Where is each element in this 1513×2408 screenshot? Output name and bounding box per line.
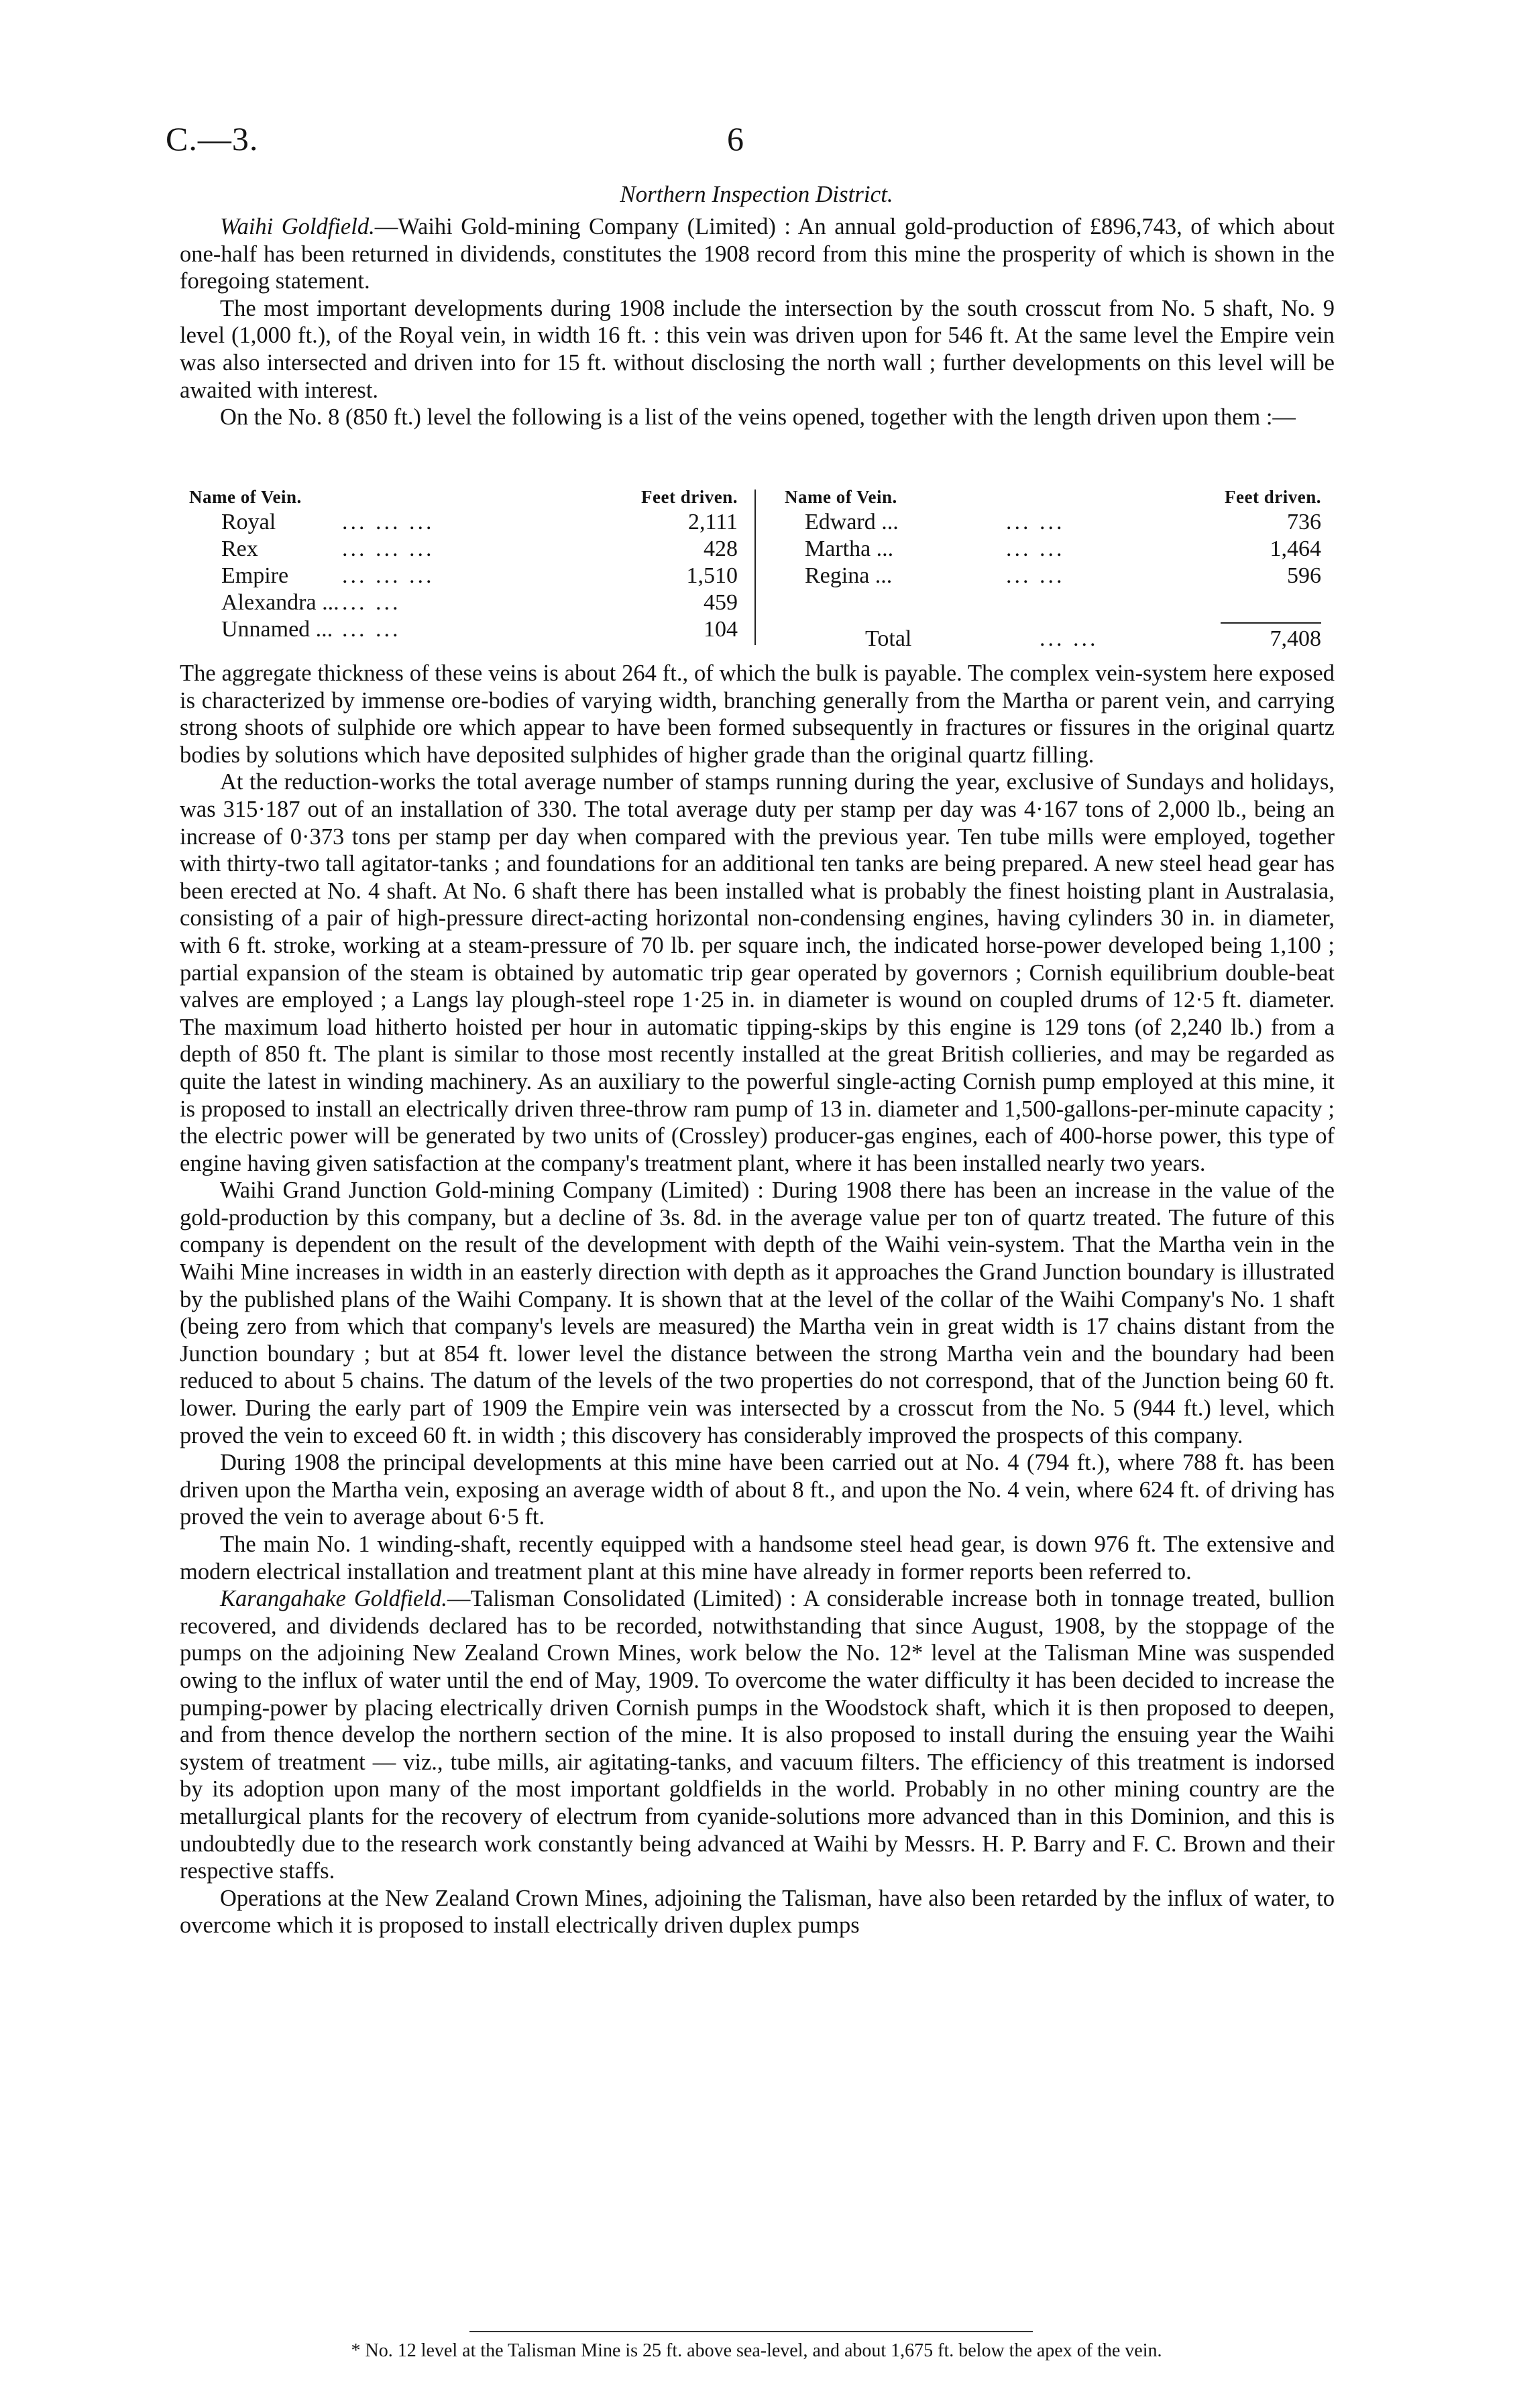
total-label: Total [865,626,912,651]
body-text-bottom [180,660,1335,1939]
vein-row [181,563,738,590]
paragraph [180,404,1335,431]
leader-dots: ... ... [1006,563,1065,588]
paragraph-text: During 1908 the principal developments at this mine have been carried out at No. 4 (794 ft.), where 788 ft. has been driven upon the Martha vein, exposing an average width of about 8 ft., and upon the No. 4 vein, where 624 ft. of driving has proved the vein to average about 6·5 ft. [180,1450,1335,1530]
body-text-top [180,213,1335,431]
header-feet-driven-right: Feet driven. [1225,487,1321,507]
footnote: * No. 12 level at the Talisman Mine is 25 ft. above sea-level, and about 1,675 ft. below the apex of the vein. [351,2340,1162,2361]
leader-dots: ... ... [1006,510,1065,534]
paragraph-lead: Waihi Goldfield. [220,214,375,239]
total-row [785,626,1321,653]
paragraph [180,295,1335,404]
paragraph-text: The most important developments during 1908 include the intersection by the south crosscut from No. 5 shaft, No. 9 level (1,000 ft.), of the Royal vein, in width 16 ft. : this vein was driven upon for 546 ft. At the same level the Empire vein was also intersected and driven into for 15 ft. without disclosing the north wall ; further developments on this level will be awaited with interest. [180,295,1335,403]
section-title: Northern Inspection District. [620,181,893,207]
vein-row [785,563,1321,590]
feet-driven: 428 [704,536,738,561]
vein-name: Royal [221,510,276,534]
paragraph [180,1177,1335,1449]
leader-dots: ... ... [342,590,401,615]
leader-dots: ... ... ... [342,563,435,588]
feet-driven: 2,111 [688,510,738,534]
vein-row [785,536,1321,563]
table-divider [754,490,756,645]
vein-name: Rex [221,536,258,561]
report-code: C.—3. [166,120,259,158]
feet-driven: 596 [1287,563,1321,588]
paragraph [180,1531,1335,1585]
vein-name: Edward ... [805,510,899,534]
vein-row [181,510,738,536]
paragraph-text: The aggregate thickness of these veins is about 264 ft., of which the bulk is payable. The complex vein-system here exposed is characterized by immense ore-bodies of varying width, branching generally from the Martha or parent vein, and carrying strong shoots of sulphide ore which appear to have been formed subsequently in fractures or fissures in the original quartz bodies by solutions which have deposited sulphides of higher grade than the original quartz filling. [180,661,1335,768]
paragraph-text: The main No. 1 winding-shaft, recently equipped with a handsome steel head gear, is down 976 ft. The extensive and modern electrical installation and treatment plant at this mine have already in former reports been referred to. [180,1532,1335,1585]
paragraph [180,768,1335,1177]
paragraph-lead: Karangahake Goldfield. [220,1586,447,1612]
paragraph-text: At the reduction-works the total average number of stamps running during the year, exclusive of Sundays and holidays, was 315·187 out of an installation of 330. The total average duty per stamp per day was 4·167 tons of 2,000 lb., being an increase of 0·373 tons per stamp per day when compared with the previous year. Ten tube mills were employed, together with thirty-two tall agitator-tanks ; and foundations for an additional ten tanks are being prepared. A new steel head gear has been erected at No. 4 shaft. At No. 6 shaft there has been installed what is probably the finest hoisting plant in Australasia, consisting of a pair of high-pressure direct-acting horizontal non-condensing engines, having cylinders 30 in. in diameter, with 6 ft. stroke, working at a steam-pressure of 70 lb. per square inch, the indicated horse-power developed being 1,100 ; partial expansion of the steam is obtained by automatic trip gear operated by governors ; Cornish equilibrium double-beat valves are employed ; a Langs lay plough-steel rope 1·25 in. in diameter is wound on coupled drums of 12·5 ft. diameter. The maximum load hitherto hoisted per hour in automatic tipping-skips by this engine is 129 tons (of 2,240 lb.) from a depth of 850 ft. The plant is similar to those most recently installed at the great British collieries, and may be regarded as quite the latest in winding machinery. As an auxiliary to the powerful single-acting Cornish pump employed at this mine, it is proposed to install an electrically driven three-throw ram pump of 13 in. diameter and 1,500-gallons-per-minute capacity ; the electric power will be generated by two units of (Crossley) producer-gas engines, each of 400-horse power, this type of engine having given satisfaction at the company's treatment plant, where it has been installed nearly two years. [180,769,1335,1176]
vein-row [181,617,738,644]
leader-dots: ... ... [342,617,401,642]
footnote-rule [469,2331,1033,2332]
paragraph-text: Waihi Grand Junction Gold-mining Company (Limited) : During 1908 there has been an increase in the value of the gold-production by this company, but a decline of 3s. 8d. in the average value per ton of quartz treated. The future of this company is dependent on the result of the development with depth of the Waihi vein-system. That the Martha vein in the Waihi Mine increases in width in an easterly direction with depth as it approaches the Grand Junction boundary is illustrated by the published plans of the Waihi Company. It is shown that at the level of the collar of the Waihi Company's No. 1 shaft (being zero from which that company's levels are measured) the Martha vein in great width is 17 chains distant from the Junction boundary ; but at 854 ft. lower level the distance between the strong Martha vein and the boundary had been reduced to about 5 chains. The datum of the levels of the two properties do not correspond, that of the Junction being 60 ft. lower. During the early part of 1909 the Empire vein was intersected by a crosscut from the No. 5 (944 ft.) level, which proved the vein to exceed 60 ft. in width ; this discovery has considerably improved the prospects of this company. [180,1178,1335,1448]
feet-driven: 104 [704,617,738,642]
leader-dots: ... ... ... [342,510,435,534]
paragraph-text: —Waihi Gold-mining Company (Limited) : An annual gold-production of £896,743, of which about one-half has been returned in dividends, constitutes the 1908 record from this mine the prosperity of which is shown in the foregoing statement. [180,214,1335,294]
vein-table [181,487,1321,660]
header-feet-driven: Feet driven. [641,487,738,507]
feet-driven: 736 [1287,510,1321,534]
total-value: 7,408 [1270,626,1321,651]
vein-name: Regina ... [805,563,893,588]
paragraph-text: On the No. 8 (850 ft.) level the following is a list of the veins opened, together with the length driven upon them :— [220,404,1296,431]
paragraph-text: —Talisman Consolidated (Limited) : A considerable increase both in tonnage treated, bullion recovered, and dividends declared has to be recorded, notwithstanding that since August, 1908, by the stoppage of the pumps on the adjoining New Zealand Crown Mines, work below the No. 12* level at the Talisman Mine was suspended owing to the influx of water until the end of May, 1909. To overcome the water difficulty it has been decided to increase the pumping-power by placing electrically driven Cornish pumps in the Woodstock shaft, which it is then proposed to deepen, and from thence develop the northern section of the mine. It is also proposed to install during the ensuing year the Waihi system of treatment — viz., tube mills, air agitating-tanks, and vacuum filters. The efficiency of this treatment is indorsed by its adoption upon many of the most important goldfields in the world. Probably in no other mining country are the metallurgical plants for the recovery of electrum from cyanide-solutions more advanced than in this Dominion, and this is undoubtedly due to the research work constantly being advanced at Waihi by Messrs. H. P. Barry and F. C. Brown and their respective staffs. [180,1586,1335,1884]
vein-row [181,590,738,617]
paragraph [180,1885,1335,1939]
vein-name: Martha ... [805,536,894,561]
total-rule [1221,622,1321,624]
paragraph [180,660,1335,768]
header-name-of-vein: Name of Vein. [189,487,302,507]
page-number: 6 [727,120,744,158]
leader-dots: ... ... ... [342,536,435,561]
feet-driven: 1,510 [686,563,738,588]
feet-driven: 1,464 [1270,536,1321,561]
header-name-of-vein-right: Name of Vein. [785,487,897,507]
vein-row [785,510,1321,536]
total-dots: ... ... [1040,626,1099,651]
vein-name: Empire [221,563,289,588]
paragraph [180,1585,1335,1885]
paragraph [180,1449,1335,1531]
paragraph [180,213,1335,295]
vein-name: Unnamed ... [221,617,333,642]
vein-name: Alexandra ... [221,590,339,615]
vein-row [181,536,738,563]
feet-driven: 459 [704,590,738,615]
paragraph-text: Operations at the New Zealand Crown Mines, adjoining the Talisman, have also been retarded by the influx of water, to overcome which it is proposed to install electrically driven duplex pumps [180,1885,1335,1939]
leader-dots: ... ... [1006,536,1065,561]
